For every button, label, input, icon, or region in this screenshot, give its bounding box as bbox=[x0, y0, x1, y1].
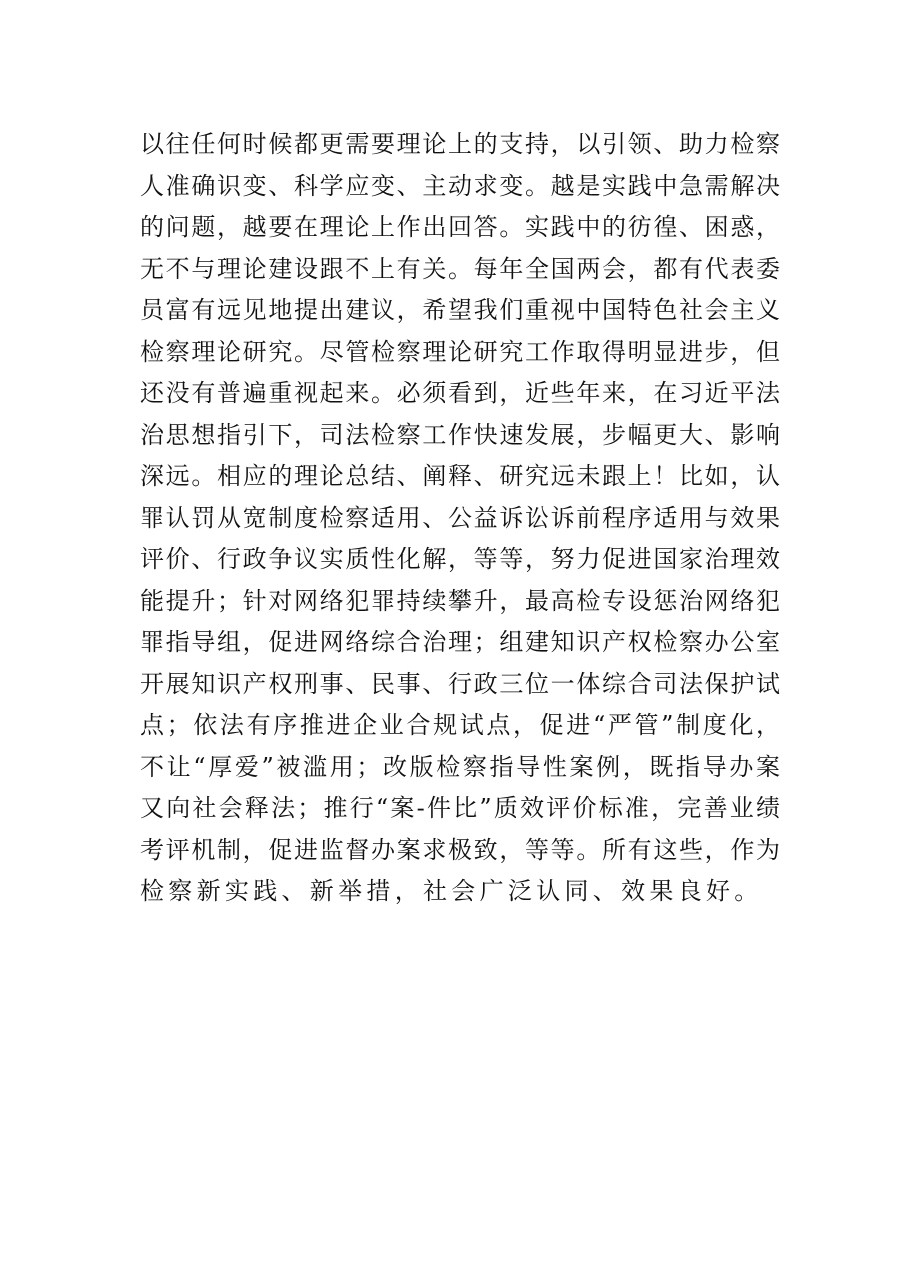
paragraph-line-4: 无不与理论建设跟不上有关。每年全国两会，都有代表委 bbox=[140, 254, 780, 283]
paragraph-line-12: 能提升；针对网络犯罪持续攀升，最高检专设惩治网络犯 bbox=[140, 586, 780, 615]
paragraph-line-19: 检察新实践、新举措，社会广泛认同、效果良好。 bbox=[140, 877, 763, 905]
paragraph-line-13: 罪指导组，促进网络综合治理；组建知识产权检察办公室 bbox=[140, 628, 780, 656]
paragraph-line-6: 检察理论研究。尽管检察理论研究工作取得明显进步，但 bbox=[140, 337, 780, 366]
body-paragraph bbox=[140, 124, 780, 913]
paragraph-line-2: 人准确识变、科学应变、主动求变。越是实践中急需解决 bbox=[140, 171, 780, 200]
paragraph-line-8: 治思想指引下，司法检察工作快速发展，步幅更大、影响 bbox=[140, 420, 780, 449]
paragraph-line-18: 考评机制，促进监督办案求极致，等等。所有这些，作为 bbox=[140, 835, 780, 864]
paragraph-line-10: 罪认罚从宽制度检察适用、公益诉讼诉前程序适用与效果 bbox=[140, 503, 780, 532]
paragraph-line-11: 评价、行政争议实质性化解，等等，努力促进国家治理效 bbox=[140, 545, 780, 573]
paragraph-line-14: 开展知识产权刑事、民事、行政三位一体综合司法保护试 bbox=[140, 669, 780, 698]
paragraph-line-16: 不让“厚爱”被滥用；改版检察指导性案例，既指导办案 bbox=[140, 752, 780, 781]
paragraph-line-1: 以往任何时候都更需要理论上的支持，以引领、助力检察 bbox=[140, 130, 780, 158]
paragraph-line-9: 深远。相应的理论总结、阐释、研究远未跟上！比如，认 bbox=[140, 462, 780, 490]
paragraph-line-3: 的问题，越要在理论上作出回答。实践中的彷徨、困惑， bbox=[140, 213, 780, 241]
paragraph-line-15: 点；依法有序推进企业合规试点，促进“严管”制度化， bbox=[140, 711, 780, 739]
paragraph-line-7: 还没有普遍重视起来。必须看到，近些年来，在习近平法 bbox=[140, 379, 780, 407]
paragraph-line-5: 员富有远见地提出建议，希望我们重视中国特色社会主义 bbox=[140, 296, 780, 324]
paragraph-line-17: 又向社会释法；推行“案-件比”质效评价标准，完善业绩 bbox=[140, 794, 780, 822]
